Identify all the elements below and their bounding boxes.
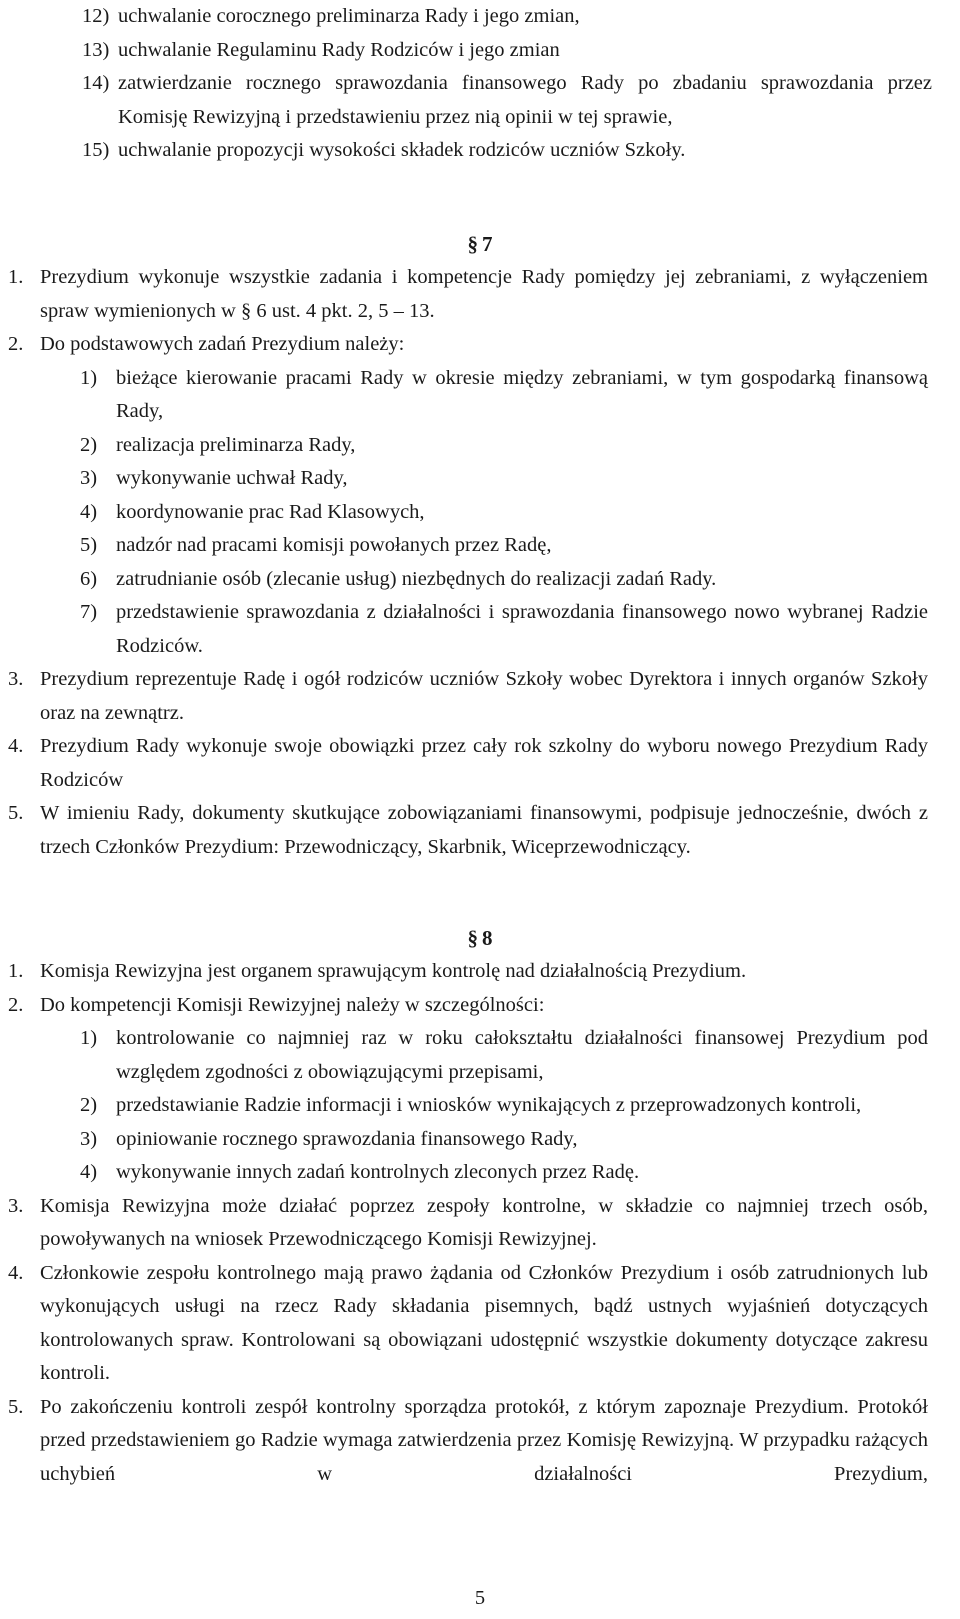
item-text: uchwalanie corocznego preliminarza Rady i jego zmian, [118, 5, 580, 27]
list-item [82, 134, 932, 168]
section-heading-8 [0, 922, 960, 956]
paragraph [8, 328, 928, 362]
paragraph-text: Prezydium Rady wykonuje swoje obowiązki przez cały rok szkolny do wyboru nowego Prezydium Rady Rodziców [40, 735, 928, 791]
list-item [80, 362, 928, 429]
paragraph [8, 1190, 928, 1257]
item-number: 4) [80, 1161, 98, 1183]
list-item [82, 34, 932, 68]
paragraph-text: Do podstawowych zadań Prezydium należy: [40, 333, 405, 355]
list-item [80, 462, 928, 496]
paragraph [8, 261, 928, 328]
paragraph-text: Do kompetencji Komisji Rewizyjnej należy w szczególności: [40, 993, 545, 1016]
paragraph-text: Komisja Rewizyjna może działać poprzez zespoły kontrolne, w składzie co najmniej trzech osób, powoływanych na wniosek Przewodniczącego Komisji Rewizyjnej. [40, 1194, 928, 1250]
item-number: 14) [82, 72, 110, 94]
item-number: 2) [80, 1094, 98, 1116]
item-number: 3) [80, 467, 98, 489]
paragraph [8, 955, 928, 989]
item-number: 13) [82, 38, 110, 61]
section-number: 8 [482, 926, 493, 950]
paragraph-number: 5. [8, 1395, 24, 1418]
list-item [80, 1022, 928, 1089]
paragraph-number: 3. [8, 1194, 24, 1217]
item-number: 6) [80, 567, 98, 590]
page-number: 5 [474, 1587, 486, 1609]
paragraph-text: Członkowie zespołu kontrolnego mają prawo żądania od Członków Prezydium i osób zatrudnionych lub wykonujących usługi na rzecz Rady składania pisemnych, bądź ustnych wyjaśnień dotyczących kontrolowanych spraw. Kontrolowani są obowiązani udostępnić wszystkie dokumenty dotyczące zakresu kontroli. [40, 1261, 928, 1384]
paragraph [8, 797, 928, 864]
list-item [80, 1156, 928, 1190]
item-number: 4) [80, 500, 98, 523]
section7-body [8, 261, 928, 864]
item-text: wykonywanie uchwał Rady, [116, 467, 348, 489]
item-text: uchwalanie Regulaminu Rady Rodziców i jego zmian [118, 38, 560, 61]
item-number: 7) [80, 601, 98, 623]
paragraph-number: 5. [8, 802, 24, 824]
paragraph-text: Komisja Rewizyjna jest organem sprawującym kontrolę nad działalnością Prezydium. [40, 960, 747, 982]
section8-body [8, 955, 928, 1491]
item-number: 1) [80, 1027, 98, 1049]
paragraph-number: 1. [8, 960, 24, 982]
paragraph [8, 1391, 928, 1492]
paragraph-text: Prezydium reprezentuje Radę i ogół rodziców uczniów Szkoły wobec Dyrektora i innych organów Szkoły oraz na zewnątrz. [40, 668, 928, 724]
list-item [80, 529, 928, 563]
paragraph-number: 4. [8, 1261, 24, 1284]
paragraph-number: 3. [8, 668, 24, 690]
item-text: nadzór nad pracami komisji powołanych przez Radę, [116, 534, 552, 556]
list-item [80, 596, 928, 663]
paragraph-text: Prezydium wykonuje wszystkie zadania i kompetencje Rady pomiędzy jej zebraniami, z wyłączeniem spraw wymienionych w § 6 ust. 4 pkt. 2, 5 – 13. [40, 266, 928, 322]
item-text: koordynowanie prac Rad Klasowych, [116, 500, 425, 523]
paragraph-text: Po zakończeniu kontroli zespół kontrolny sporządza protokół, z którym zapoznaje Prezydium. Protokół przed przedstawieniem go Radzie wymaga zatwierdzenia przez Komisję Rewizyjną. W przypadku rażących uchybień w działalności Prezydium, [40, 1395, 928, 1485]
item-number: 15) [82, 139, 110, 161]
item-text: wykonywanie innych zadań kontrolnych zleconych przez Radę. [116, 1161, 640, 1183]
item-text: zatrudnianie osób (zlecanie usług) niezbędnych do realizacji zadań Rady. [116, 567, 717, 590]
item-number: 3) [80, 1127, 98, 1150]
item-text: opiniowanie rocznego sprawozdania finansowego Rady, [116, 1127, 578, 1150]
item-text: kontrolowanie co najmniej raz w roku całokształtu działalności finansowej Prezydium pod względem zgodności z obowiązującymi przepisami, [116, 1027, 928, 1083]
item-number: 1) [80, 366, 98, 389]
item-text: bieżące kierowanie pracami Rady w okresie między zebraniami, w tym gospodarką finansową Rady, [116, 366, 928, 422]
list-item [80, 563, 928, 597]
paragraph-number: 2. [8, 333, 24, 355]
list-item [82, 0, 932, 34]
paragraph-number: 1. [8, 266, 24, 288]
list-item [82, 67, 932, 134]
item-text: przedstawienie sprawozdania z działalności i sprawozdania finansowego nowo wybranej Radzie Rodziców. [116, 601, 928, 657]
list-item [80, 429, 928, 463]
list-item [80, 496, 928, 530]
item-number: 5) [80, 534, 98, 556]
item-text: przedstawianie Radzie informacji i wniosków wynikających z przeprowadzonych kontroli, [116, 1094, 862, 1116]
top-list [82, 0, 932, 168]
paragraph-number: 4. [8, 735, 24, 757]
item-text: uchwalanie propozycji wysokości składek rodziców uczniów Szkoły. [118, 139, 686, 161]
section-number: 7 [482, 232, 493, 256]
item-number: 12) [82, 5, 110, 27]
paragraph [8, 1257, 928, 1391]
section-heading-7 [0, 228, 960, 262]
sub-list [80, 1022, 928, 1190]
item-text: realizacja preliminarza Rady, [116, 433, 356, 456]
item-number: 2) [80, 433, 98, 456]
item-text: zatwierdzanie rocznego sprawozdania finansowego Rady po zbadaniu sprawozdania przez Komisję Rewizyjną i przedstawieniu przez nią opinii w tej sprawie, [118, 72, 932, 128]
paragraph [8, 663, 928, 730]
paragraph-text: W imieniu Rady, dokumenty skutkujące zobowiązaniami finansowymi, podpisuje jednocześnie, dwóch z trzech Członków Prezydium: Przewodniczący, Skarbnik, Wiceprzewodniczący. [40, 802, 928, 858]
list-item [80, 1123, 928, 1157]
sub-list [80, 362, 928, 664]
paragraph-number: 2. [8, 993, 24, 1016]
paragraph [8, 730, 928, 797]
paragraph [8, 989, 928, 1023]
list-item [80, 1089, 928, 1123]
section-symbol: § [467, 926, 478, 950]
section-symbol: § [467, 232, 478, 256]
